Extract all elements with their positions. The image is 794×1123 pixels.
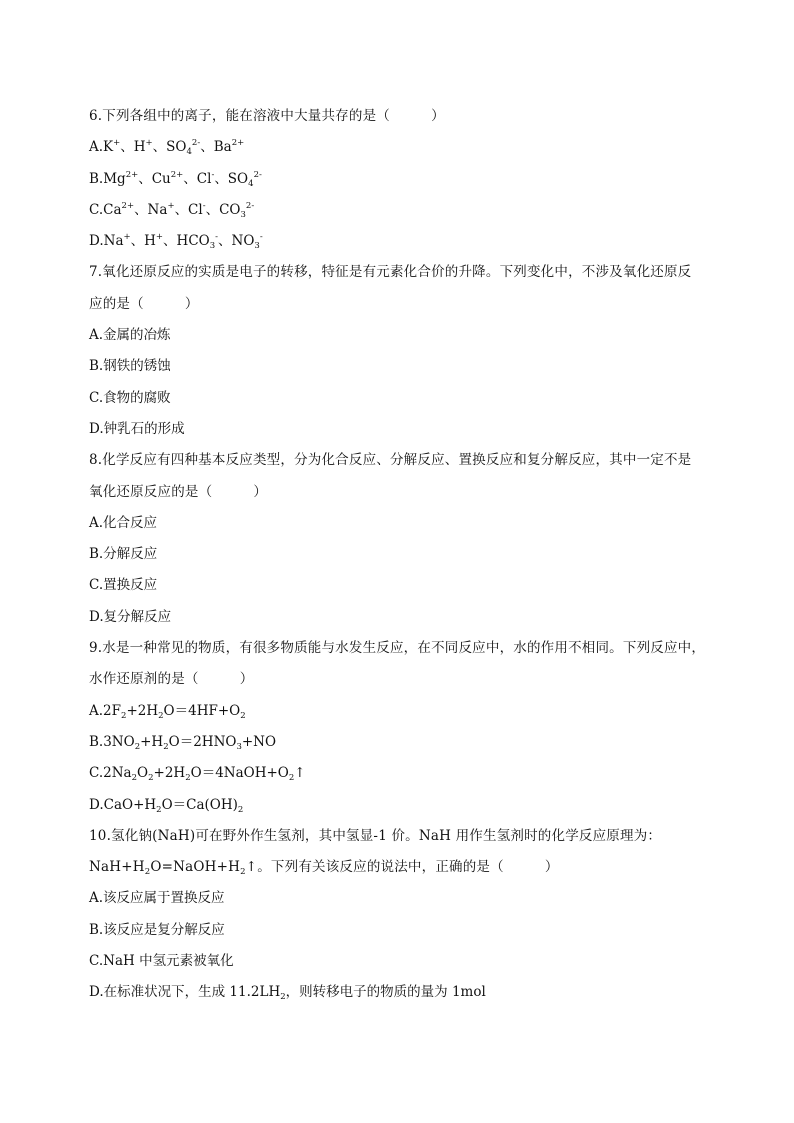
question-6 xyxy=(89,101,709,257)
option-text: NaH 中氢元素被氧化 xyxy=(103,953,234,970)
answer-option xyxy=(89,977,709,1008)
option-label: B. xyxy=(89,733,104,750)
answer-option xyxy=(89,414,709,445)
question-stem-line: 6.下列各组中的离子，能在溶液中大量共存的是（ ） xyxy=(89,108,445,124)
question-stem-line: 9.水是一种常见的物质，有很多物质能与水发生反应，在不同反应中，水的作用不相同。下列反应中， xyxy=(89,640,706,657)
question-stem-line: 水作还原剂的是（ ） xyxy=(89,671,254,688)
option-label: B. xyxy=(89,546,104,563)
question-stem-line: $NaH+H_2O=NaOH+H_2↑$。下列有关该反应的说法中，正确的是（ ） xyxy=(89,859,559,878)
option-text: 分解反应 xyxy=(103,546,158,563)
answer-option xyxy=(89,226,709,257)
option-text: Na+、H+、$HCO_3^-$、$NO_3^-$ xyxy=(103,232,263,252)
answer-option xyxy=(89,915,709,946)
question-stem-line: 10.氢化钠(NaH)可在野外作生氢剂，其中氢显-1 价。NaH 用作生氢剂时的化学反应原理为： xyxy=(89,827,662,844)
option-text: 钟乳石的形成 xyxy=(103,420,185,437)
option-label: C. xyxy=(89,577,104,594)
answer-option xyxy=(89,696,709,727)
option-text: $2F_2+2H_2O=4HF+O_2$ xyxy=(103,702,246,721)
option-label: D. xyxy=(89,608,104,625)
question-list xyxy=(89,101,709,1009)
option-text: 钢铁的锈蚀 xyxy=(103,358,171,375)
question-stem-line: 8.化学反应有四种基本反应类型，分为化合反应、分解反应、置换反应和复分解反应，其中一定不是 xyxy=(89,452,692,469)
question-stem-line: 7.氧化还原反应的实质是电子的转移，特征是有元素化合价的升降。下列变化中，不涉及氧化还原反 xyxy=(89,264,692,281)
option-text: $3NO_2+H_2O=2HNO_3+NO$ xyxy=(103,733,277,752)
answer-option xyxy=(89,727,709,758)
answer-option xyxy=(89,946,709,977)
question-7 xyxy=(89,257,709,445)
option-label: B. xyxy=(89,358,104,375)
option-text: 复分解反应 xyxy=(103,608,172,625)
option-text: 食物的腐败 xyxy=(103,389,171,406)
option-label: C. xyxy=(89,953,104,970)
answer-option xyxy=(89,164,709,195)
question-8 xyxy=(89,445,709,633)
option-text: 金属的冶炼 xyxy=(103,327,171,344)
option-label: A. xyxy=(89,139,104,156)
option-text: 置换反应 xyxy=(103,577,158,594)
option-text: $2Na_2O_2+2H_2O=4NaOH+O_2↑$ xyxy=(103,765,306,784)
answer-option xyxy=(89,539,709,570)
answer-option xyxy=(89,351,709,382)
answer-option xyxy=(89,758,709,789)
question-stem-line: 氧化还原反应的是（ ） xyxy=(89,483,268,500)
option-label: A. xyxy=(89,890,104,907)
option-label: A. xyxy=(89,514,104,531)
option-text: $Ca^{2+}$、Na+、Cl-、$CO_3^{2-}$ xyxy=(103,200,255,220)
option-text: 化合反应 xyxy=(103,514,158,531)
option-label: C. xyxy=(89,389,104,406)
answer-option xyxy=(89,602,709,633)
answer-option xyxy=(89,570,709,601)
option-label: B. xyxy=(89,170,104,187)
option-label: D. xyxy=(89,984,104,1001)
option-text: 该反应属于置换反应 xyxy=(103,890,225,907)
option-label: C. xyxy=(89,201,104,218)
answer-option xyxy=(89,790,709,821)
option-label: D. xyxy=(89,796,104,813)
question-10 xyxy=(89,821,709,1009)
answer-option xyxy=(89,195,709,226)
option-text: $Mg^{2+}$、$Cu^{2+}$、Cl-、$SO_4^{2-}$ xyxy=(103,169,262,189)
option-text: K+、H+、$SO_4^{2-}$、$Ba^{2+}$ xyxy=(103,138,245,158)
option-label: A. xyxy=(89,702,104,719)
question-stem-line: 应的是（ ） xyxy=(89,295,199,312)
question-9 xyxy=(89,633,709,821)
answer-option xyxy=(89,320,709,351)
option-text: 在标准状况下，生成 $11.2LH_2$，则转移电子的物质的量为 1mol xyxy=(103,984,486,1003)
answer-option xyxy=(89,508,709,539)
answer-option xyxy=(89,383,709,414)
answer-option xyxy=(89,883,709,914)
option-label: D. xyxy=(89,233,104,250)
option-text: 该反应是复分解反应 xyxy=(103,921,225,938)
option-label: A. xyxy=(89,327,104,344)
option-label: D. xyxy=(89,420,104,437)
option-text: $CaO+H_2O=Ca(OH)_2$ xyxy=(103,796,244,815)
answer-option xyxy=(89,132,709,163)
option-label: C. xyxy=(89,765,104,782)
option-label: B. xyxy=(89,921,104,938)
